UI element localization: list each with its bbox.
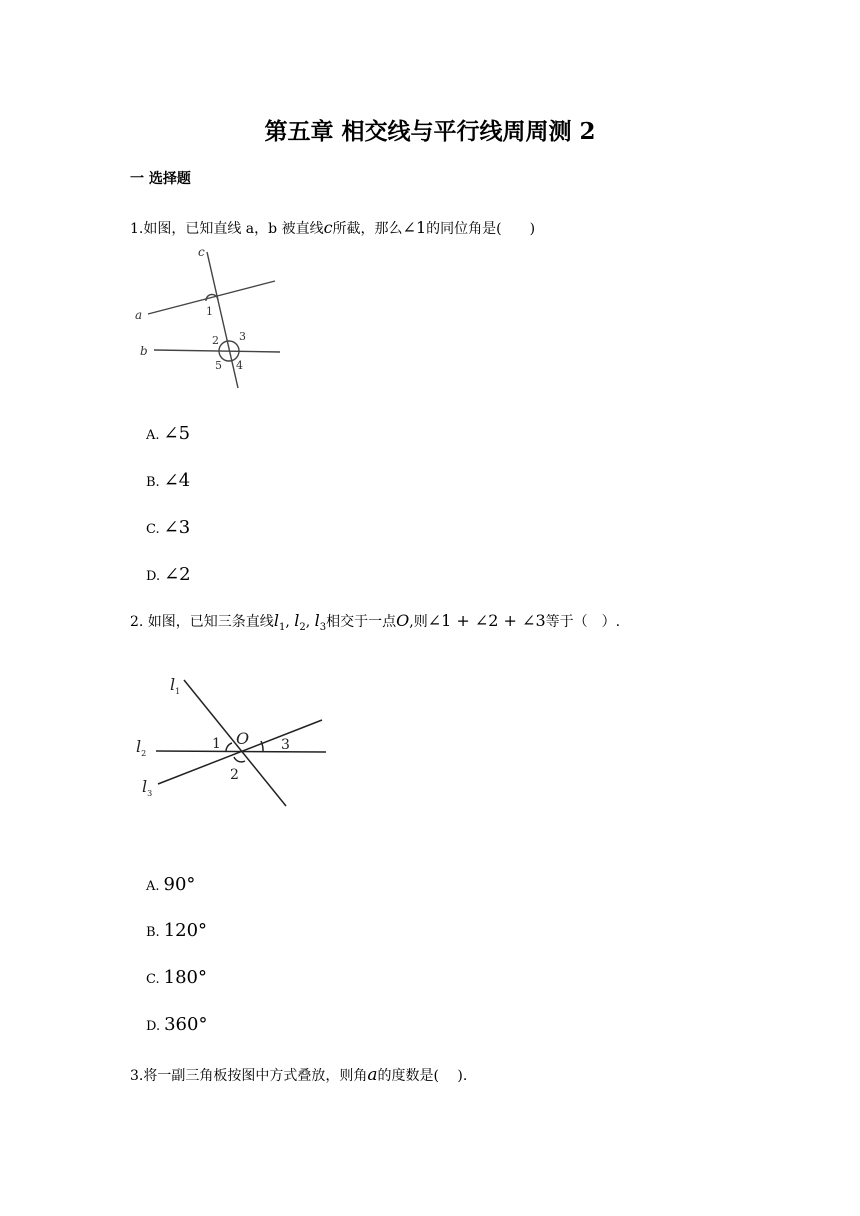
q3-alpha: a <box>367 1065 378 1085</box>
label-a: a <box>135 308 143 322</box>
q2-figure <box>130 672 335 812</box>
option-value: ∠2 <box>164 564 191 585</box>
label-b: b <box>140 344 148 358</box>
option-value: ∠3 <box>163 517 191 538</box>
label-angle-3: 3 <box>239 330 246 343</box>
label-angle-1: 1 <box>206 305 213 318</box>
q3-prefix: 3.将一副三角板按图中方式叠放，则角 <box>130 1068 368 1084</box>
q2-suffix: 等于（ ）. <box>545 614 621 630</box>
label-angle-5: 5 <box>215 359 222 372</box>
section-heading: 一 选择题 <box>130 171 191 187</box>
line-b <box>154 350 280 352</box>
question-1-text <box>130 218 535 238</box>
q1-prefix: 1.如图，已知直线 a，b 被直线 <box>130 221 324 237</box>
option-letter: A. <box>146 879 160 894</box>
q1-middle: 所截，那么 <box>332 221 403 237</box>
q2-option-b[interactable] <box>146 920 207 941</box>
q2-option-a[interactable] <box>146 874 195 895</box>
option-letter: B. <box>146 475 160 490</box>
q2-prefix: 2. 如图，已知三条直线 <box>130 614 274 630</box>
label-angle-2: 2 <box>212 334 219 347</box>
line-l1 <box>184 680 286 806</box>
q1-suffix: 的同位角是( ) <box>426 221 536 237</box>
q1-angle1: ∠1 <box>402 218 427 237</box>
q1-var-c: c <box>323 218 333 237</box>
option-letter: D. <box>146 569 161 584</box>
option-value: 90° <box>163 874 196 895</box>
q2-l3: l <box>314 611 320 630</box>
label-l3: $l_3$ <box>142 777 153 798</box>
label-angle-3: 3 <box>281 737 290 753</box>
label-l2: $l_2$ <box>136 737 147 758</box>
q2-middle: 相交于一点 <box>326 614 397 630</box>
angle-1-arc <box>226 743 232 752</box>
q2-sep1: , <box>285 614 290 630</box>
question-3-text <box>130 1065 467 1085</box>
option-letter: B. <box>146 925 160 940</box>
q2-l3-sub: 3 <box>319 621 327 633</box>
angle-2-arc <box>234 757 245 762</box>
q1-option-b[interactable] <box>146 470 190 491</box>
q2-l2: l <box>294 611 300 630</box>
option-letter: C. <box>146 972 160 987</box>
q1-option-d[interactable] <box>146 564 191 585</box>
label-c: c <box>198 245 205 259</box>
option-letter: C. <box>146 522 160 537</box>
page-title: 第五章 相交线与平行线周周测 2 <box>264 118 596 145</box>
q2-sep2: , <box>305 614 311 630</box>
q2-option-c[interactable] <box>146 967 207 988</box>
q1-option-a[interactable] <box>146 423 190 444</box>
q2-option-d[interactable] <box>146 1014 207 1035</box>
q2-l2-sub: 2 <box>299 621 306 633</box>
option-letter: A. <box>146 428 160 443</box>
label-angle-1: 1 <box>212 736 221 752</box>
option-letter: D. <box>146 1019 161 1034</box>
q1-option-c[interactable] <box>146 517 190 538</box>
label-point-o: O <box>236 729 250 748</box>
q3-suffix: 的度数是( ). <box>377 1068 468 1084</box>
q1-figure <box>130 240 290 395</box>
line-c <box>207 252 238 388</box>
option-value: 120° <box>163 920 208 941</box>
question-2-text <box>130 611 620 633</box>
label-angle-4: 4 <box>236 359 243 372</box>
option-value: 180° <box>163 967 207 988</box>
label-angle-2: 2 <box>230 767 239 783</box>
label-l1: $l_1$ <box>170 675 181 696</box>
option-value: ∠4 <box>163 470 191 491</box>
option-value: 360° <box>164 1014 208 1035</box>
option-value: ∠5 <box>163 423 191 444</box>
q2-middle2: ,则 <box>409 614 428 630</box>
q2-point: O <box>396 611 410 630</box>
q2-l1: l <box>273 611 279 630</box>
q2-expr: ∠1 + ∠2 + ∠3 <box>427 611 546 630</box>
q2-l1-sub: 1 <box>278 621 286 633</box>
